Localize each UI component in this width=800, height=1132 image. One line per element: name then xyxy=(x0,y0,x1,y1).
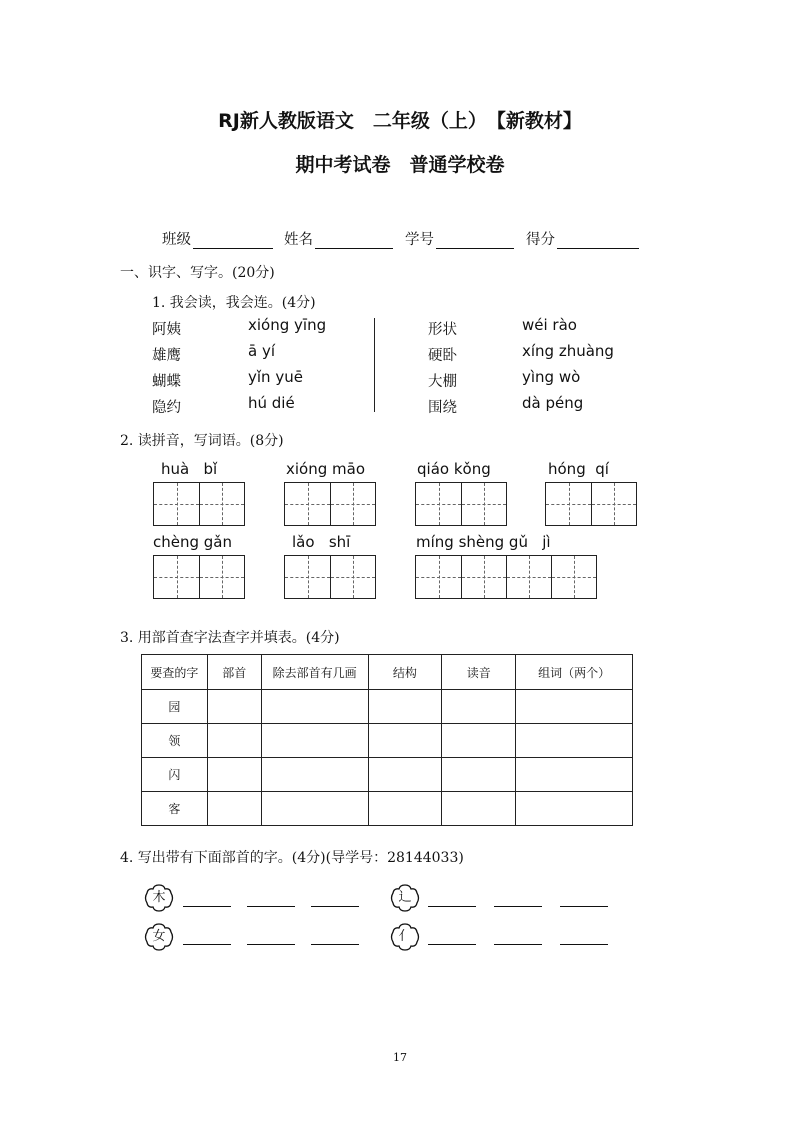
student-id-label: 学号 xyxy=(405,232,434,248)
table-row xyxy=(142,690,633,724)
radical-char: 辶 xyxy=(398,890,412,905)
grid-cell[interactable] xyxy=(461,556,506,598)
grid-pinyin: lǎo shī xyxy=(292,533,351,551)
writing-grid[interactable] xyxy=(415,482,507,526)
section1-title: 一、识字、写字。(20分) xyxy=(120,265,275,281)
answer-cell[interactable] xyxy=(261,724,368,758)
answer-cell[interactable] xyxy=(516,724,633,758)
table-row xyxy=(142,724,633,758)
match-right-pinyin: xíng zhuàng xyxy=(522,342,614,360)
radical-table xyxy=(141,654,633,826)
answer-line[interactable] xyxy=(428,944,476,945)
grid-cell[interactable] xyxy=(199,483,244,525)
answer-line[interactable] xyxy=(494,944,542,945)
answer-cell[interactable] xyxy=(516,758,633,792)
match-right-pinyin: wéi rào xyxy=(522,316,577,334)
table-row xyxy=(142,792,633,826)
grid-cell[interactable] xyxy=(591,483,636,525)
answer-line[interactable] xyxy=(183,906,231,907)
answer-line[interactable] xyxy=(247,906,295,907)
class-blank[interactable] xyxy=(193,234,273,249)
answer-line[interactable] xyxy=(428,906,476,907)
grid-cell[interactable] xyxy=(285,556,330,598)
lookup-char: 园 xyxy=(142,690,208,724)
answer-line[interactable] xyxy=(183,944,231,945)
answer-cell[interactable] xyxy=(261,792,368,826)
lookup-char: 领 xyxy=(142,724,208,758)
match-right-word: 硬卧 xyxy=(428,348,457,364)
page-subtitle: 期中考试卷 普通学校卷 xyxy=(295,154,505,176)
radical-badge xyxy=(144,922,174,952)
answer-cell[interactable] xyxy=(516,792,633,826)
score-blank[interactable] xyxy=(557,234,639,249)
table-header: 部首 xyxy=(207,655,261,690)
q2-title: 2. 读拼音，写词语。(8分) xyxy=(120,433,284,449)
grid-cell[interactable] xyxy=(330,483,375,525)
answer-line[interactable] xyxy=(247,944,295,945)
table-row xyxy=(142,758,633,792)
page-title: RJ新人教版语文 二年级（上） 【新教材】 xyxy=(218,110,582,132)
answer-cell[interactable] xyxy=(207,724,261,758)
student-id-blank[interactable] xyxy=(436,234,514,249)
answer-line[interactable] xyxy=(311,944,359,945)
answer-cell[interactable] xyxy=(442,690,516,724)
radical-badge xyxy=(144,883,174,913)
q4-title: 4. 写出带有下面部首的字。(4分)(导学号：28144033) xyxy=(120,850,464,866)
answer-cell[interactable] xyxy=(516,690,633,724)
answer-cell[interactable] xyxy=(442,758,516,792)
match-right-word: 形状 xyxy=(428,322,457,338)
match-right-word: 大棚 xyxy=(428,374,457,390)
answer-cell[interactable] xyxy=(368,690,442,724)
class-label: 班级 xyxy=(162,232,191,248)
table-header: 结构 xyxy=(368,655,442,690)
grid-cell[interactable] xyxy=(154,556,199,598)
name-blank[interactable] xyxy=(315,234,393,249)
grid-pinyin: chèng gǎn xyxy=(153,533,232,551)
lookup-char: 闪 xyxy=(142,758,208,792)
answer-line[interactable] xyxy=(494,906,542,907)
answer-line[interactable] xyxy=(560,944,608,945)
match-left-word: 阿姨 xyxy=(152,322,181,338)
table-header: 要查的字 xyxy=(142,655,208,690)
radical-char: 木 xyxy=(152,890,166,905)
answer-cell[interactable] xyxy=(207,792,261,826)
student-id-field[interactable] xyxy=(405,228,514,249)
match-left-pinyin: yǐn yuē xyxy=(248,368,303,386)
table-header: 除去部首有几画 xyxy=(261,655,368,690)
grid-pinyin: míng shèng gǔ jì xyxy=(416,533,551,551)
match-left-pinyin: hú dié xyxy=(248,394,295,412)
radical-badge xyxy=(390,922,420,952)
lookup-char: 客 xyxy=(142,792,208,826)
grid-cell[interactable] xyxy=(199,556,244,598)
grid-cell[interactable] xyxy=(506,556,551,598)
writing-grid[interactable] xyxy=(545,482,637,526)
grid-cell[interactable] xyxy=(154,483,199,525)
grid-pinyin: xióng māo xyxy=(286,460,365,478)
table-header: 读音 xyxy=(442,655,516,690)
writing-grid[interactable] xyxy=(284,482,376,526)
answer-cell[interactable] xyxy=(207,758,261,792)
table-header: 组词（两个） xyxy=(516,655,633,690)
grid-pinyin: qiáo kǒng xyxy=(417,460,491,478)
match-left-pinyin: xióng yīng xyxy=(248,316,327,334)
grid-pinyin: hóng qí xyxy=(548,460,609,478)
table-header-row xyxy=(142,655,633,690)
answer-cell[interactable] xyxy=(368,758,442,792)
page-number: 17 xyxy=(393,1051,407,1064)
radical-char: 女 xyxy=(152,929,166,944)
name-label: 姓名 xyxy=(284,232,313,248)
q1-title: 1. 我会读，我会连。(4分) xyxy=(152,295,316,311)
match-divider xyxy=(374,318,375,412)
score-label: 得分 xyxy=(526,232,555,248)
grid-cell[interactable] xyxy=(546,483,591,525)
writing-grid[interactable] xyxy=(153,555,245,599)
grid-cell[interactable] xyxy=(551,556,596,598)
grid-cell[interactable] xyxy=(416,483,461,525)
match-left-word: 隐约 xyxy=(152,400,181,416)
score-field[interactable] xyxy=(526,228,639,249)
match-left-pinyin: ā yí xyxy=(248,342,276,360)
radical-badge xyxy=(390,883,420,913)
grid-cell[interactable] xyxy=(416,556,461,598)
answer-cell[interactable] xyxy=(368,792,442,826)
radical-char: 亻 xyxy=(398,929,412,944)
answer-line[interactable] xyxy=(560,906,608,907)
answer-cell[interactable] xyxy=(368,724,442,758)
answer-cell[interactable] xyxy=(261,690,368,724)
answer-cell[interactable] xyxy=(261,758,368,792)
grid-cell[interactable] xyxy=(285,483,330,525)
answer-cell[interactable] xyxy=(207,690,261,724)
match-right-pinyin: dà péng xyxy=(522,394,584,412)
match-right-word: 围绕 xyxy=(428,400,457,416)
match-left-word: 蝴蝶 xyxy=(152,374,181,390)
answer-cell[interactable] xyxy=(442,724,516,758)
class-field[interactable] xyxy=(162,228,273,249)
grid-cell[interactable] xyxy=(330,556,375,598)
answer-line[interactable] xyxy=(311,906,359,907)
grid-pinyin: huà bǐ xyxy=(161,460,218,478)
writing-grid[interactable] xyxy=(284,555,376,599)
q3-title: 3. 用部首查字法查字并填表。(4分) xyxy=(120,630,340,646)
answer-cell[interactable] xyxy=(442,792,516,826)
match-left-word: 雄鹰 xyxy=(152,348,181,364)
writing-grid[interactable] xyxy=(415,555,597,599)
grid-cell[interactable] xyxy=(461,483,506,525)
writing-grid[interactable] xyxy=(153,482,245,526)
name-field[interactable] xyxy=(284,228,393,249)
match-right-pinyin: yìng wò xyxy=(522,368,581,386)
